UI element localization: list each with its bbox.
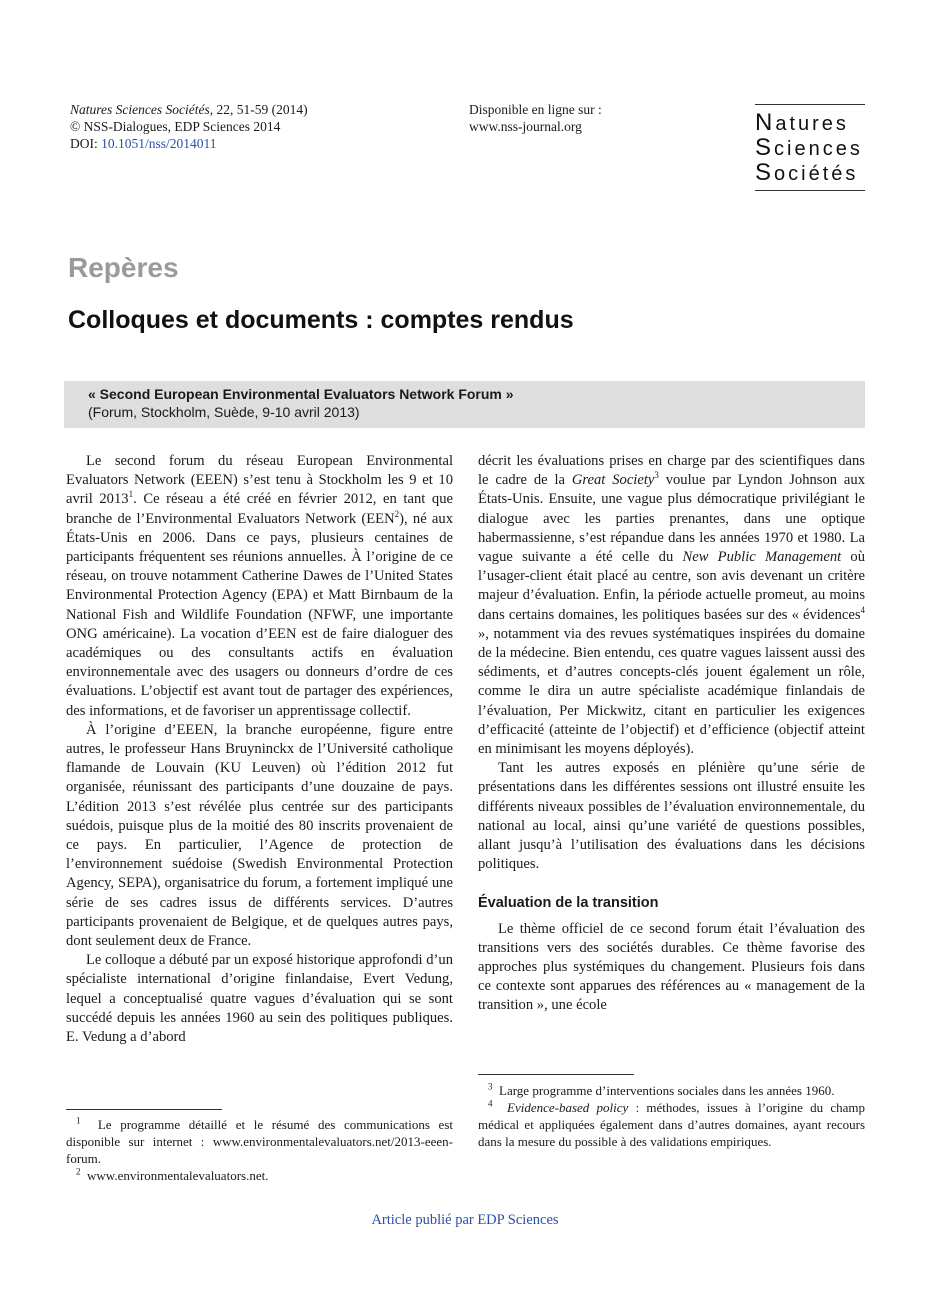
footnote-ref-1[interactable]: 1 (128, 489, 134, 500)
journal-metadata (70, 101, 308, 152)
footnote-1: $^1$ Le programme détaillé et le résumé des communications est disponible sur internet : www.environmentalevaluators.net/2013-eeen-forum. (66, 1115, 453, 1166)
footnote-divider-right (478, 1074, 634, 1075)
online-availability (469, 101, 602, 135)
journal-citation: , 22, 51-59 (2014) (209, 102, 308, 117)
footnotes-right (478, 1082, 865, 1150)
journal-citation-line (70, 101, 308, 118)
online-url[interactable]: www.nss-journal.org (469, 119, 582, 134)
footnote-3: $^3$ Large programme d’interventions sociales dans les années 1960. (488, 1081, 835, 1098)
paragraph-5: Tant les autres exposés en plénière qu’une série de présentations dans les différentes sessions ont illustré ensuite les différents niveaux possibles de l’évaluation environnementale, du national au local, ainsi qu’une variété de questions possibles, allant jusqu’à l’utilisation des évaluations dans les décisions politiques. (478, 760, 865, 873)
body-column-right (478, 452, 865, 1016)
footnote-ref-3[interactable]: 3 (654, 470, 659, 481)
footnote-2: $^2$ www.environmentalevaluators.net. (76, 1166, 269, 1183)
paragraph-1: Le second forum du réseau European Environmental Evaluators Network (EEEN) s’est tenu à Stockholm les 9 et 10 avril 2013$^1$. Ce réseau a été créé en février 2012, en tant que branche de l’Environmental Evaluators Network (EEN$^2$), né aux États-Unis en 2006. Dans ce pays, plusieurs centaines de participants fréquentent ses réunions annuelles. À l’origine de ce réseau, on trouve notamment Catherine Dawes de l’United States Environmental Protection Agency (EPA) et Matt Birnbaum de la National Fish and Wildlife Foundation (NFWF, une importante ONG américaine). La vocation d’EEN est de faire dialoguer des académiques ou des consultants actifs en évaluation environnementale avec des usagers ou donneurs d’ordre de ces évaluations. L’objectif est avant tout de partager des expériences, des informations, et de favoriser un apprentissage collectif. (66, 453, 454, 719)
section-heading: Évaluation de la transition (478, 895, 659, 912)
doi-link[interactable]: 10.1051/nss/2014011 (101, 136, 217, 151)
event-details: (Forum, Stockholm, Suède, 9-10 avril 2013) (88, 404, 360, 420)
event-banner (64, 381, 865, 428)
logo-word-societes: Sociétés (755, 159, 859, 186)
paragraph-2: À l’origine d’EEEN, la branche européenne, figure entre autres, le professeur Hans Bruyninckx de l’Université catholique flamande de Louvain (KU Leuven) où l’édition 2012 fut organisée, réunissant des participants d’une douzaine de pays. L’édition 2013 s’est révélée plus centrée sur des participants suédois, puisque plus de la moitié des 80 inscrits provenaient de ce pays. En particulier, l’Agence de protection de l’environnement suédoise (Swedish Environmental Protection Agency, SEPA), organisatrice du forum, a fortement impliqué une série de ses cadres issus de différents services. D’autres participants provenaient de Belgique, et de quelques autres pays, dont seulement deux de France. (66, 721, 453, 950)
logo-word-sciences: Sciences (755, 134, 863, 161)
body-column-left (66, 452, 453, 1047)
footnote-ref-4[interactable]: 4 (860, 604, 865, 615)
online-label: Disponible en ligne sur : (469, 102, 602, 117)
footnote-divider-left (66, 1109, 222, 1110)
logo-top-rule (755, 104, 865, 105)
section-label: Repères (68, 252, 179, 283)
journal-logo (755, 104, 865, 191)
paragraph-4: décrit les évaluations prises en charge par des scientifiques dans le cadre de la Great Society$^3$ voulue par Lyndon Johnson aux États-Unis. Ensuite, une vague plus démocratique privilégiant le dialogue avec les parties prenantes, dans une optique habermassienne, s’est répandue dans les années 1970 et 1980. La vague suivante a été celle du New Public Management où l’usager-client était placé au centre, son avis devenant un critère majeur d’évaluation. Enfin, la période actuelle promeut, au moins dans certains domaines, les politiques basées sur des « évidences$^4$ », notamment via des revues systématiques inspirées du domaine de la médecine. Bien entendu, ces quatre vagues laissent aussi des sédiments, et d’autres concepts-clés jouent également un rôle, comme le dira un autre spécialiste académique finlandais de l’évaluation, Per Mickwitz, citant en particulier les exigences d’efficacité (atteinte de l’objectif) et d’efficience (objectif atteint en minimisant les moyens déployés). (478, 453, 865, 758)
logo-word-natures: Natures (755, 109, 849, 136)
footnote-4: $^4$ Evidence-based policy : méthodes, issues à l’origine du champ médical et appliquées également dans d’autres domaines, ayant recours dans la mesure du possible à des validations empiriques. (478, 1098, 865, 1149)
logo-bottom-rule (755, 190, 865, 191)
publisher-footer[interactable]: Article publié par EDP Sciences (371, 1212, 559, 1228)
page-title: Colloques et documents : comptes rendus (68, 306, 574, 334)
footnote-ref-2[interactable]: 2 (394, 508, 400, 519)
journal-name: Natures Sciences Sociétés (70, 102, 210, 117)
copyright: © NSS-Dialogues, EDP Sciences 2014 (70, 119, 281, 134)
paragraph-6: Le thème officiel de ce second forum était l’évaluation des transitions vers des sociétés durables. Ce thème favorise des approches plus systémiques du changement. Plusieurs fois dans ce contexte sont apparues des références au « management de la transition », une école (478, 920, 865, 1014)
footnotes-left (66, 1116, 453, 1184)
doi-line (70, 135, 308, 152)
paragraph-3: Le colloque a débuté par un exposé historique approfondi d’un spécialiste international d’origine finlandaise, Evert Vedung, lequel a conceptualisé quatre vagues d’évaluation qui se sont succédé depuis les années 1960 au sein des politiques publiques. E. Vedung a d’abord (66, 952, 453, 1046)
doi-label: DOI: (70, 136, 102, 151)
event-title: « Second European Environmental Evaluators Network Forum » (88, 386, 514, 402)
